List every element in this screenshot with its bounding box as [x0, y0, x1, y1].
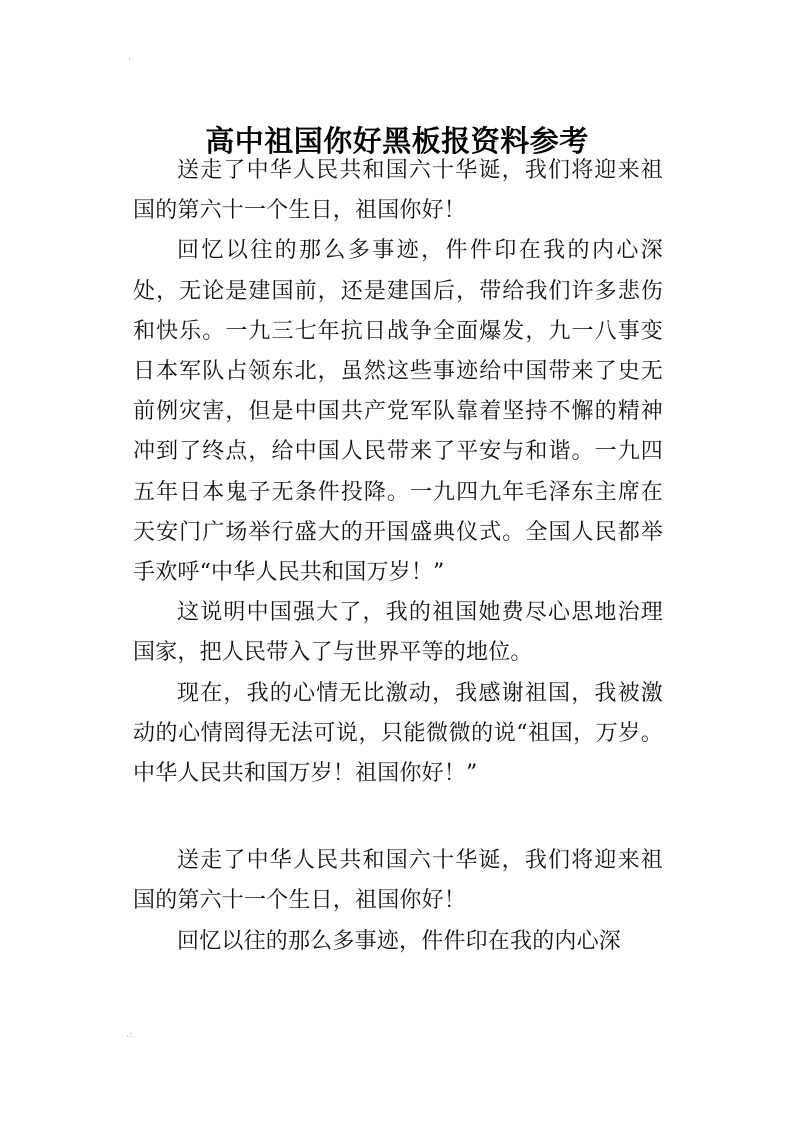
paragraph-2: 回忆以往的那么多事迹，件件印在我的内心深处，无论是建国前，还是建国后，带给我们许多悲伤和快乐。一九三七年抗日战争全面爆发，九一八事变日本军队占领东北，虽然这些事迹给中国带来了史无前例灾害，但是中国共产党军队靠着坚持不懈的精神冲到了终点，给中国人民带来了平安与和谐。一九四五年日本鬼子无条件投降。一九四九年毛泽东主席在天安门广场举行盛大的开国盛典仪式。全国人民都举手欢呼“中华人民共和国万岁！” — [133, 238, 663, 586]
document-body — [133, 151, 663, 962]
paragraph-6: 回忆以往的那么多事迹，件件印在我的内心深 — [177, 928, 622, 954]
document-title: 高中祖国你好黑板报资料参考 — [205, 124, 589, 159]
paragraph-5: 送走了中华人民共和国六十华诞，我们将迎来祖国的第六十一个生日，祖国你好！ — [133, 848, 663, 914]
bottom-corner-mark: .: — [126, 1029, 133, 1040]
top-corner-mark: ' — [128, 57, 131, 68]
paragraph-4: 现在，我的心情无比激动，我感谢祖国，我被激动的心情罔得无法可说，只能微微的说“祖国，万岁。中华人民共和国万岁！祖国你好！” — [133, 680, 663, 787]
paragraph-1: 送走了中华人民共和国六十华诞，我们将迎来祖国的第六十一个生日，祖国你好！ — [133, 158, 663, 224]
paragraph-3: 这说明中国强大了，我的祖国她费尽心思地治理国家，把人民带入了与世界平等的地位。 — [133, 600, 663, 666]
